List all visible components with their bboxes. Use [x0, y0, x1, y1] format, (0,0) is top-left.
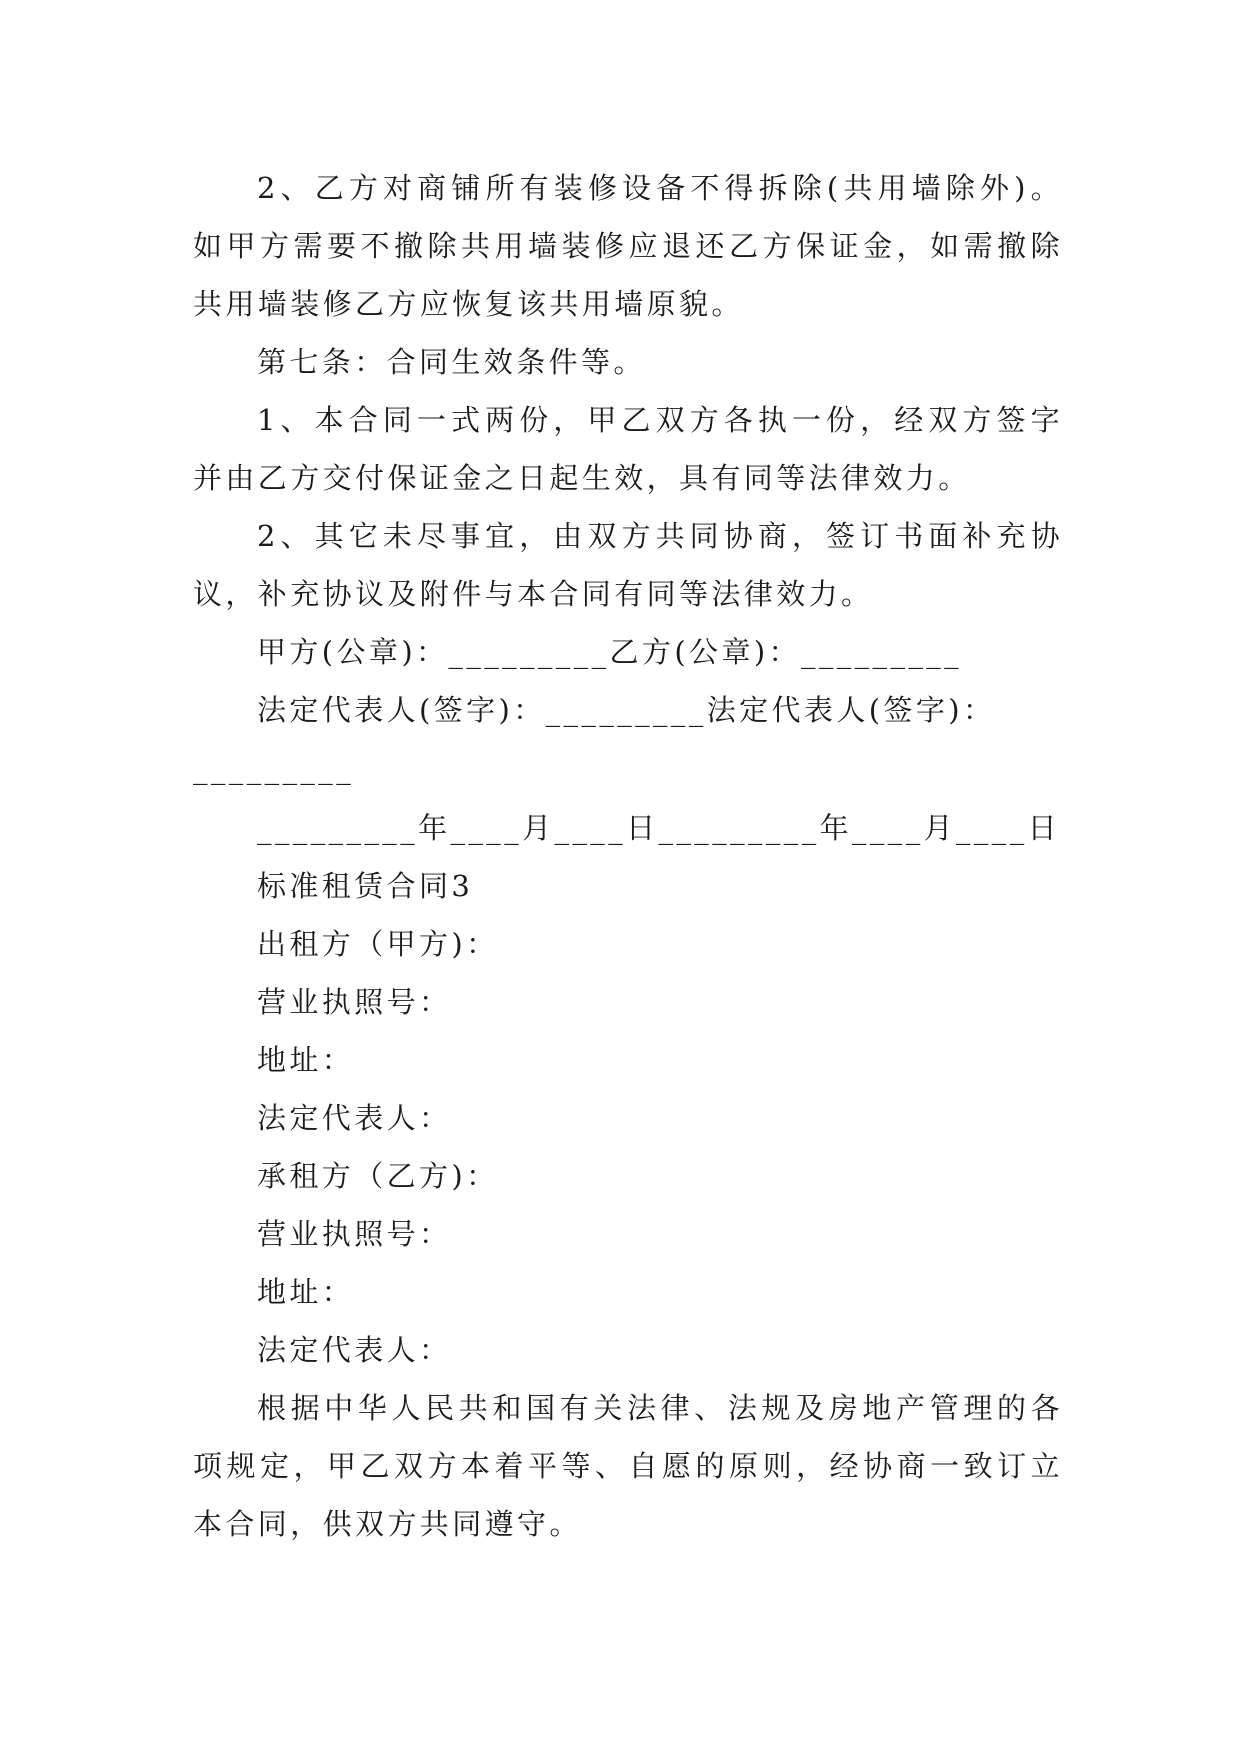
- clause-7-item-1-line-1: 1、本合同一式两份，甲乙双方各执一份，经双方签字: [257, 403, 1063, 437]
- clause-6-item-2-line-3: 共用墙装修乙方应恢复该共用墙原貌。: [193, 287, 744, 321]
- lessee-license-field: 营业执照号：: [257, 1217, 452, 1251]
- lessor-legal-rep-field: 法定代表人：: [257, 1101, 452, 1135]
- contract-3-title: 标准租赁合同3: [257, 869, 474, 903]
- lessee-legal-rep-field: 法定代表人：: [257, 1333, 452, 1367]
- preamble-line-3: 本合同，供双方共同遵守。: [193, 1507, 582, 1541]
- lessee-field: 承租方（乙方)：: [257, 1159, 499, 1193]
- lessor-field: 出租方（甲方)：: [257, 927, 499, 961]
- lessor-license-field: 营业执照号：: [257, 985, 452, 1019]
- clause-7-item-2-line-1: 2、其它未尽事宜，由双方共同协商，签订书面补充协: [257, 519, 1063, 553]
- clause-7-heading: 第七条：合同生效条件等。: [257, 345, 646, 379]
- lessee-address-field: 地址：: [257, 1275, 355, 1309]
- clause-7-item-2-line-2: 议，补充协议及附件与本合同有同等法律效力。: [193, 577, 874, 611]
- legal-rep-signature-line: 法定代表人(签字)：_________法定代表人(签字)：: [257, 693, 996, 727]
- clause-6-item-2-line-2: 如甲方需要不撤除共用墙装修应退还乙方保证金，如需撤除: [193, 229, 1063, 263]
- date-line: _________年____月____日_________年____月____日: [257, 811, 1060, 845]
- legal-rep-signature-blank: _________: [193, 751, 355, 785]
- clause-6-item-2-line-1: 2、乙方对商铺所有装修设备不得拆除(共用墙除外)。: [257, 171, 1063, 205]
- preamble-line-2: 项规定，甲乙双方本着平等、自愿的原则，经协商一致订立: [193, 1449, 1063, 1483]
- party-seal-line: 甲方(公章)：_________乙方(公章)：_________: [257, 635, 963, 669]
- clause-7-item-1-line-2: 并由乙方交付保证金之日起生效，具有同等法律效力。: [193, 461, 971, 495]
- lessor-address-field: 地址：: [257, 1043, 355, 1077]
- preamble-line-1: 根据中华人民共和国有关法律、法规及房地产管理的各: [257, 1391, 1063, 1425]
